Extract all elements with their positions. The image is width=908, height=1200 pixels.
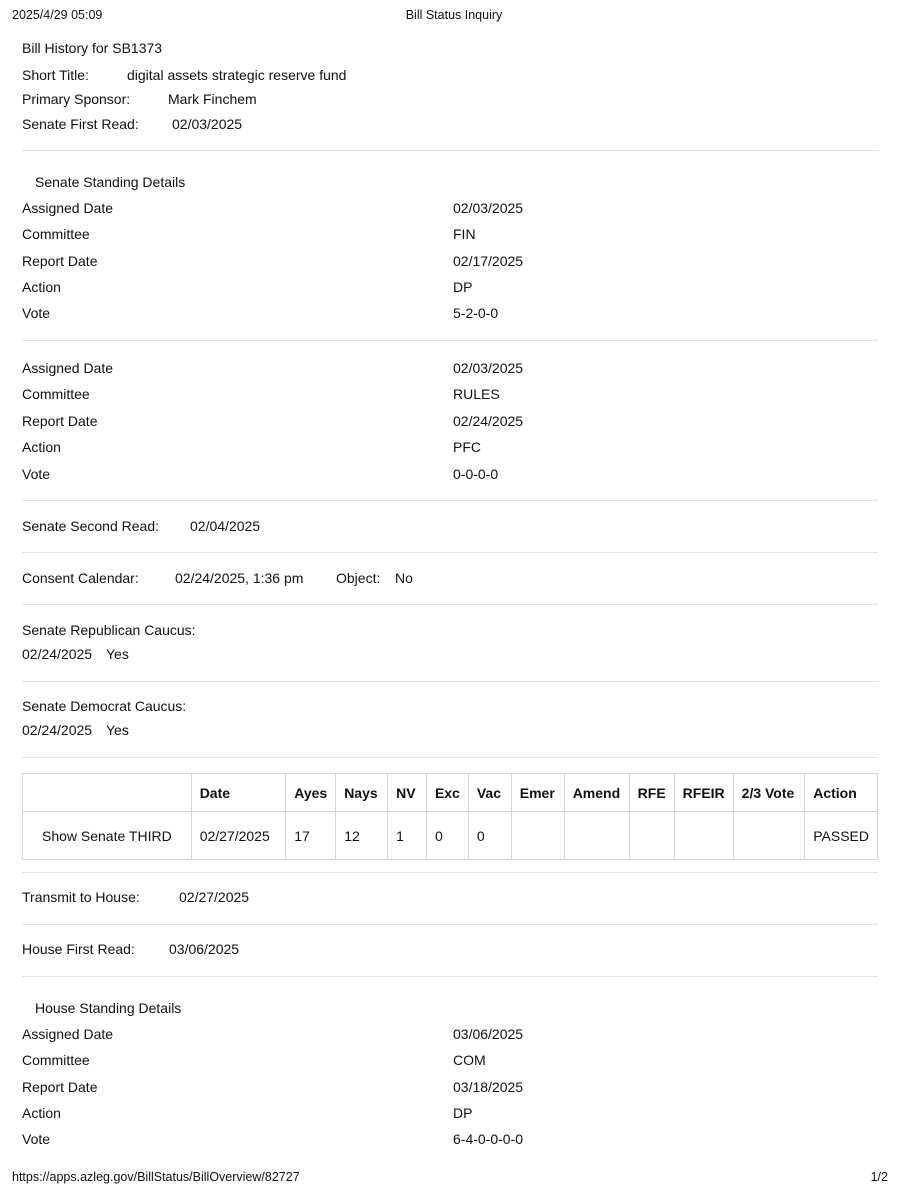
divider: [22, 340, 878, 341]
report-date-value: 02/17/2025: [453, 253, 524, 269]
consent-calendar-value: 02/24/2025, 1:36 pm: [175, 570, 304, 586]
object-label: Object:: [336, 570, 381, 586]
page-url[interactable]: https://apps.azleg.gov/BillStatus/BillOverview/82727: [12, 1170, 300, 1184]
house-first-read-value: 03/06/2025: [169, 941, 240, 957]
column-header: Vac: [468, 774, 511, 812]
vac-cell: 0: [468, 812, 511, 860]
column-header: Nays: [336, 774, 388, 812]
republican-caucus-date: 02/24/2025: [22, 646, 93, 662]
assigned-date-label: Assigned Date: [22, 1026, 114, 1042]
assigned-date-value: 02/03/2025: [453, 360, 524, 376]
vote-date-cell: 02/27/2025: [191, 812, 286, 860]
two-thirds-vote-cell: [733, 812, 805, 860]
assigned-date-label: Assigned Date: [22, 360, 114, 376]
rfe-cell: [629, 812, 674, 860]
committee-label: Committee: [22, 386, 90, 402]
short-title-value: digital assets strategic reserve fund: [127, 67, 347, 83]
divider: [22, 976, 878, 977]
print-footer: [12, 1170, 888, 1186]
action-cell: PASSED: [805, 812, 878, 860]
action-value: PFC: [453, 439, 481, 455]
first-read-value: 02/03/2025: [172, 116, 243, 132]
column-header: RFEIR: [674, 774, 733, 812]
column-header: NV: [388, 774, 427, 812]
action-label: Action: [22, 439, 61, 455]
table-row: [23, 812, 878, 860]
action-value: DP: [453, 279, 473, 295]
column-header: 2/3 Vote: [733, 774, 805, 812]
democrat-caucus-label: Senate Democrat Caucus:: [22, 698, 187, 714]
committee-value: RULES: [453, 386, 500, 402]
house-standing-heading: House Standing Details: [35, 1000, 182, 1016]
column-header: Amend: [564, 774, 629, 812]
report-date-value: 02/24/2025: [453, 413, 524, 429]
report-date-label: Report Date: [22, 413, 98, 429]
second-read-value: 02/04/2025: [190, 518, 261, 534]
vote-value: 5-2-0-0: [453, 305, 499, 321]
ayes-cell: 17: [286, 812, 336, 860]
democrat-caucus-date: 02/24/2025: [22, 722, 93, 738]
transmit-to-house-value: 02/27/2025: [179, 889, 250, 905]
exc-cell: 0: [426, 812, 468, 860]
assigned-date-label: Assigned Date: [22, 200, 114, 216]
page-number: 1/2: [870, 1170, 888, 1184]
short-title-label: Short Title:: [22, 67, 89, 83]
column-header: Exc: [426, 774, 468, 812]
divider: [22, 604, 878, 605]
object-value: No: [395, 570, 413, 586]
rfeir-cell: [674, 812, 733, 860]
column-header: Action: [805, 774, 878, 812]
print-page-title: Bill Status Inquiry: [405, 8, 503, 22]
report-date-label: Report Date: [22, 253, 98, 269]
column-header: Emer: [511, 774, 564, 812]
senate-standing-heading: Senate Standing Details: [35, 174, 186, 190]
committee-value: COM: [453, 1052, 486, 1068]
show-senate-third-link[interactable]: Show Senate THIRD: [23, 812, 192, 860]
divider: [22, 150, 878, 151]
sponsor-value: Mark Finchem: [168, 91, 257, 107]
nays-cell: 12: [336, 812, 388, 860]
house-first-read-label: House First Read:: [22, 941, 135, 957]
republican-caucus-value: Yes: [106, 646, 129, 662]
nv-cell: 1: [388, 812, 427, 860]
sponsor-label: Primary Sponsor:: [22, 91, 131, 107]
print-header: [12, 8, 896, 24]
assigned-date-value: 02/03/2025: [453, 200, 524, 216]
republican-caucus-label: Senate Republican Caucus:: [22, 622, 196, 638]
action-label: Action: [22, 1105, 61, 1121]
committee-label: Committee: [22, 1052, 90, 1068]
bill-heading: Bill History for SB1373: [22, 40, 163, 56]
amend-cell: [564, 812, 629, 860]
second-read-label: Senate Second Read:: [22, 518, 159, 534]
divider: [22, 500, 878, 501]
column-header: [23, 774, 192, 812]
emer-cell: [511, 812, 564, 860]
vote-value: 6-4-0-0-0-0: [453, 1131, 524, 1147]
committee-value: FIN: [453, 226, 476, 242]
divider: [22, 681, 878, 682]
table-header-row: [23, 774, 878, 812]
divider: [22, 872, 878, 873]
committee-label: Committee: [22, 226, 90, 242]
action-value: DP: [453, 1105, 473, 1121]
report-date-value: 03/18/2025: [453, 1079, 524, 1095]
divider: [22, 757, 878, 758]
report-date-label: Report Date: [22, 1079, 98, 1095]
assigned-date-value: 03/06/2025: [453, 1026, 524, 1042]
action-label: Action: [22, 279, 61, 295]
column-header: RFE: [629, 774, 674, 812]
divider: [22, 924, 878, 925]
vote-value: 0-0-0-0: [453, 466, 499, 482]
consent-calendar-label: Consent Calendar:: [22, 570, 139, 586]
democrat-caucus-value: Yes: [106, 722, 129, 738]
column-header: Date: [191, 774, 286, 812]
first-read-label: Senate First Read:: [22, 116, 139, 132]
column-header: Ayes: [286, 774, 336, 812]
vote-label: Vote: [22, 466, 51, 482]
print-datetime: 2025/4/29 05:09: [12, 8, 103, 22]
divider: [22, 552, 878, 553]
third-read-table: [22, 773, 878, 860]
transmit-to-house-label: Transmit to House:: [22, 889, 140, 905]
vote-label: Vote: [22, 1131, 51, 1147]
vote-label: Vote: [22, 305, 51, 321]
